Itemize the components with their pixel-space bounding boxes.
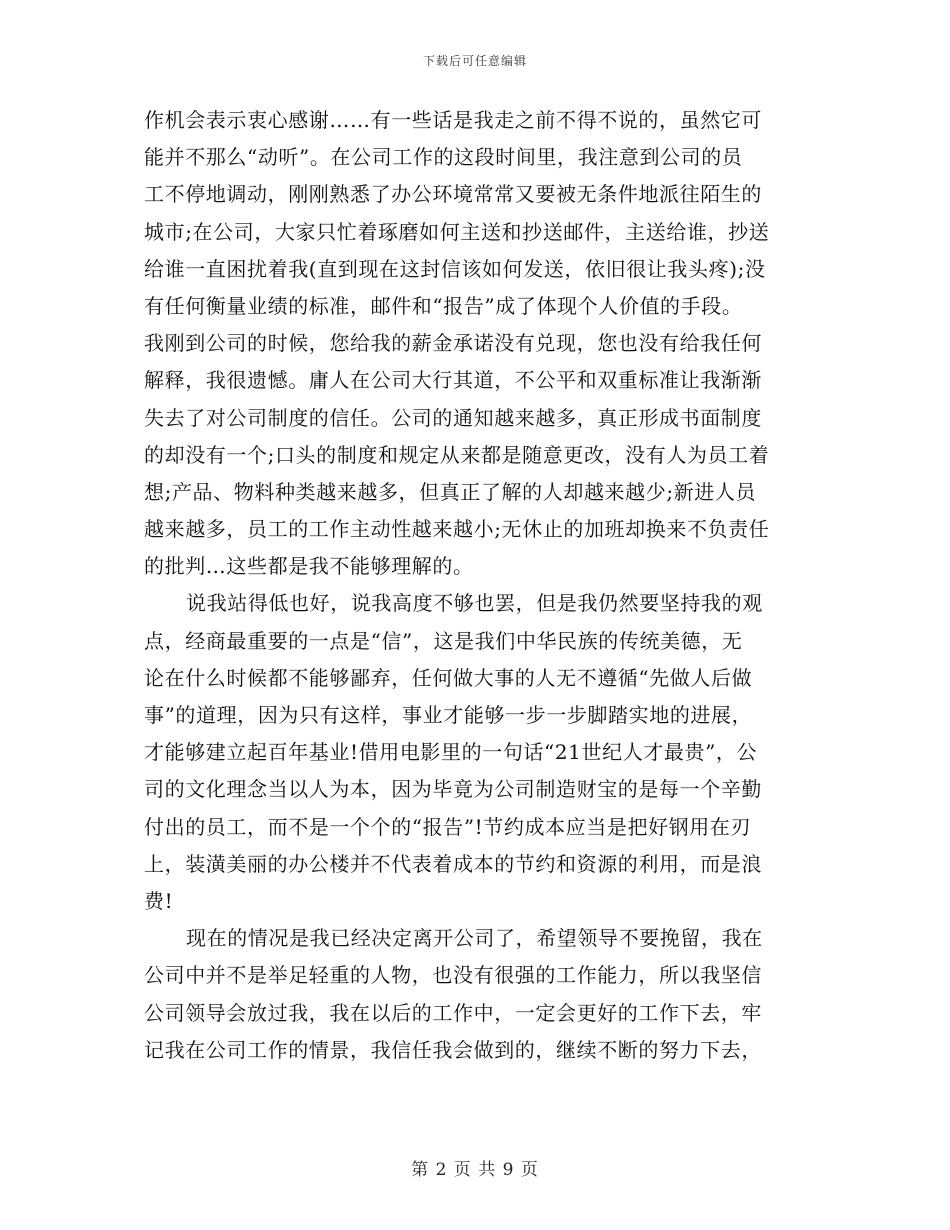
document-body <box>144 102 810 1069</box>
paragraph-2 <box>144 585 810 920</box>
text-line: 公司中并不是举足轻重的人物，也没有很强的工作能力，所以我坚信 <box>144 963 762 988</box>
text-line: 工不停地调动，刚刚熟悉了办公环境常常又要被无条件地派往陌生的 <box>144 182 762 207</box>
paragraph-1 <box>144 102 810 585</box>
text-line: 越来越多，员工的工作主动性越来越小;无休止的加班却换来不负责任 <box>144 517 770 542</box>
text-line: 的批判…这些都是我不能够理解的。 <box>144 554 474 579</box>
text-line: 公司领导会放过我，我在以后的工作中，一定会更好的工作下去，牢 <box>144 1000 762 1025</box>
text-line: 的却没有一个;口头的制度和规定从来都是随意更改，没有人为员工着 <box>144 442 770 467</box>
text-line: 能并不那么“动听”。在公司工作的这段时间里，我注意到公司的员 <box>144 145 743 170</box>
text-line: 失去了对公司制度的信任。公司的通知越来越多，真正形成书面制度 <box>144 405 762 430</box>
text-line: 说我站得低也好，说我高度不够也罢，但是我仍然要坚持我的观 <box>186 591 763 616</box>
text-line: 给谁一直困扰着我(直到现在这封信该如何发送，依旧很让我头疼);没 <box>144 256 766 281</box>
text-line: 想;产品、物料种类越来越多，但真正了解的人却越来越少;新进人员 <box>144 479 757 504</box>
text-line: 才能够建立起百年基业!借用电影里的一句话“21世纪人才最贵”，公 <box>144 740 758 765</box>
text-line: 事”的道理，因为只有这样，事业才能够一步一步脚踏实地的进展， <box>144 703 753 727</box>
paragraph-3 <box>144 920 810 1069</box>
text-line: 费! <box>144 888 174 913</box>
text-line: 点，经商最重要的一点是“信”，这是我们中华民族的传统美德，无 <box>144 628 743 653</box>
text-line: 上，装潢美丽的办公楼并不代表着成本的节约和资源的利用，而是浪 <box>144 851 762 876</box>
text-line: 有任何衡量业绩的标准，邮件和“报告”成了体现个人价值的手段。 <box>144 293 743 318</box>
text-line: 城市;在公司，大家只忙着琢磨如何主送和抄送邮件，主送给谁，抄送 <box>144 219 770 244</box>
text-line: 司的文化理念当以人为本，因为毕竟为公司制造财宝的是每一个辛勤 <box>144 777 762 802</box>
text-line: 作机会表示衷心感谢……有一些话是我走之前不得不说的，虽然它可 <box>144 108 762 132</box>
page-number-footer: 第 2 页 共 9 页 <box>411 1160 539 1180</box>
text-line: 现在的情况是我已经决定离开公司了，希望领导不要挽留，我在 <box>186 926 763 951</box>
text-line: 记我在公司工作的情景，我信任我会做到的，继续不断的努力下去， <box>144 1037 762 1062</box>
page-header: 下载后可任意编辑 <box>422 54 527 68</box>
text-line: 付出的员工，而不是一个个的“报告”!节约成本应当是把好钢用在刃 <box>144 814 752 839</box>
text-line: 解释，我很遗憾。庸人在公司大行其道，不公平和双重标准让我渐渐 <box>144 368 762 393</box>
text-line: 论在什么时候都不能够鄙弃，任何做大事的人无不遵循“先做人后做 <box>144 665 753 690</box>
text-line: 我刚到公司的时候，您给我的薪金承诺没有兑现，您也没有给我任何 <box>144 331 762 356</box>
